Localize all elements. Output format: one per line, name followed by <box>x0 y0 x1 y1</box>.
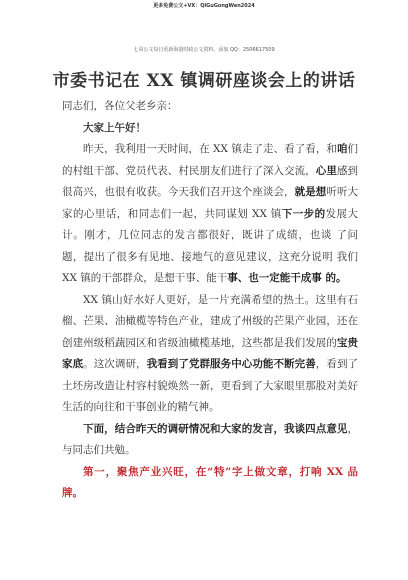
section-heading-1: 第一，聚焦产业兴旺，在“特”字上做文章，打响 XX 品 牌。 <box>62 465 358 499</box>
paragraph-1-bold-2: 心里 <box>315 164 337 177</box>
paragraph-2-bold-1: 宝贵家底 <box>62 336 359 370</box>
greeting: 大家上午好！ <box>83 121 146 134</box>
document-body <box>62 96 358 505</box>
paragraph-2-text-2: 。这次调研， <box>83 358 147 370</box>
paragraph-1-text-4: 听听大家的心里话，和同志们一起，共同谋划 XX 镇 <box>62 186 359 220</box>
paragraph-1-text-5: 发展大计。刚才，几位同志的发言都很好，既讲了成绩，也谈 了问题，提出了很多有见地、接地气的意见建议，这充分说明 我们 XX 镇的干部群众，是想干事、能干 <box>62 207 359 284</box>
paragraph-1-text-3: 感到很高兴，也很有收获。今天我们召开这个座谈会， <box>62 164 359 198</box>
paragraph-2-text-1: XX 镇山好水好人更好，是一片充满希望的热土。这里有石榴、芒果、油橄榄等特色产业，建成了州级的芒果产业园，还在创建州级稻蔬园区和省级油橄榄基地，这些都是我们发展的 <box>62 293 358 349</box>
paragraph-1-text-2: 们的村组干部、党员代表、村民朋友们进行了深入交流， <box>62 143 359 177</box>
paragraph-1-text-1: 昨天，我利用一天时间，在 XX 镇走了走、看了看，和 <box>83 143 337 155</box>
paragraph-1 <box>62 139 358 290</box>
paragraph-1-bold-3: 就是想 <box>294 186 327 198</box>
page-title: 市委书记在 XX 镇调研座谈会上的讲话 <box>52 71 356 91</box>
header-sub-line: 七哥公文每日更新海量时政公文资料，添加 QQ：2506617509 <box>133 47 275 53</box>
header-top-line: 更多免费公文+VX：QiGuGongWen2024 <box>153 3 255 9</box>
paragraph-3-text-1: ，与同志们共勉。 <box>62 422 358 456</box>
paragraph-2-bold-2: 我看到了党群服务中心功能不断完善 <box>146 358 316 370</box>
paragraph-3-bold-1: 下面，结合昨天的调研情况和大家的发言，我谈四点意见 <box>83 422 348 435</box>
paragraph-1-bold-1: 咱 <box>336 143 348 155</box>
paragraph-3 <box>62 419 358 462</box>
paragraph-1-bold-5: 事、也一定能干成事 的。 <box>227 272 347 284</box>
paragraph-1-bold-4: 下一步的 <box>281 207 326 220</box>
paragraph-2-text-3: ，看到了土坯房改造让村容村貌焕然一新，更看到了大家眼里那股对美好生活的向往和干事创业的精气神。 <box>62 358 359 413</box>
salutation: 同志们，各位父老乡亲： <box>62 100 178 112</box>
paragraph-2 <box>62 290 358 419</box>
